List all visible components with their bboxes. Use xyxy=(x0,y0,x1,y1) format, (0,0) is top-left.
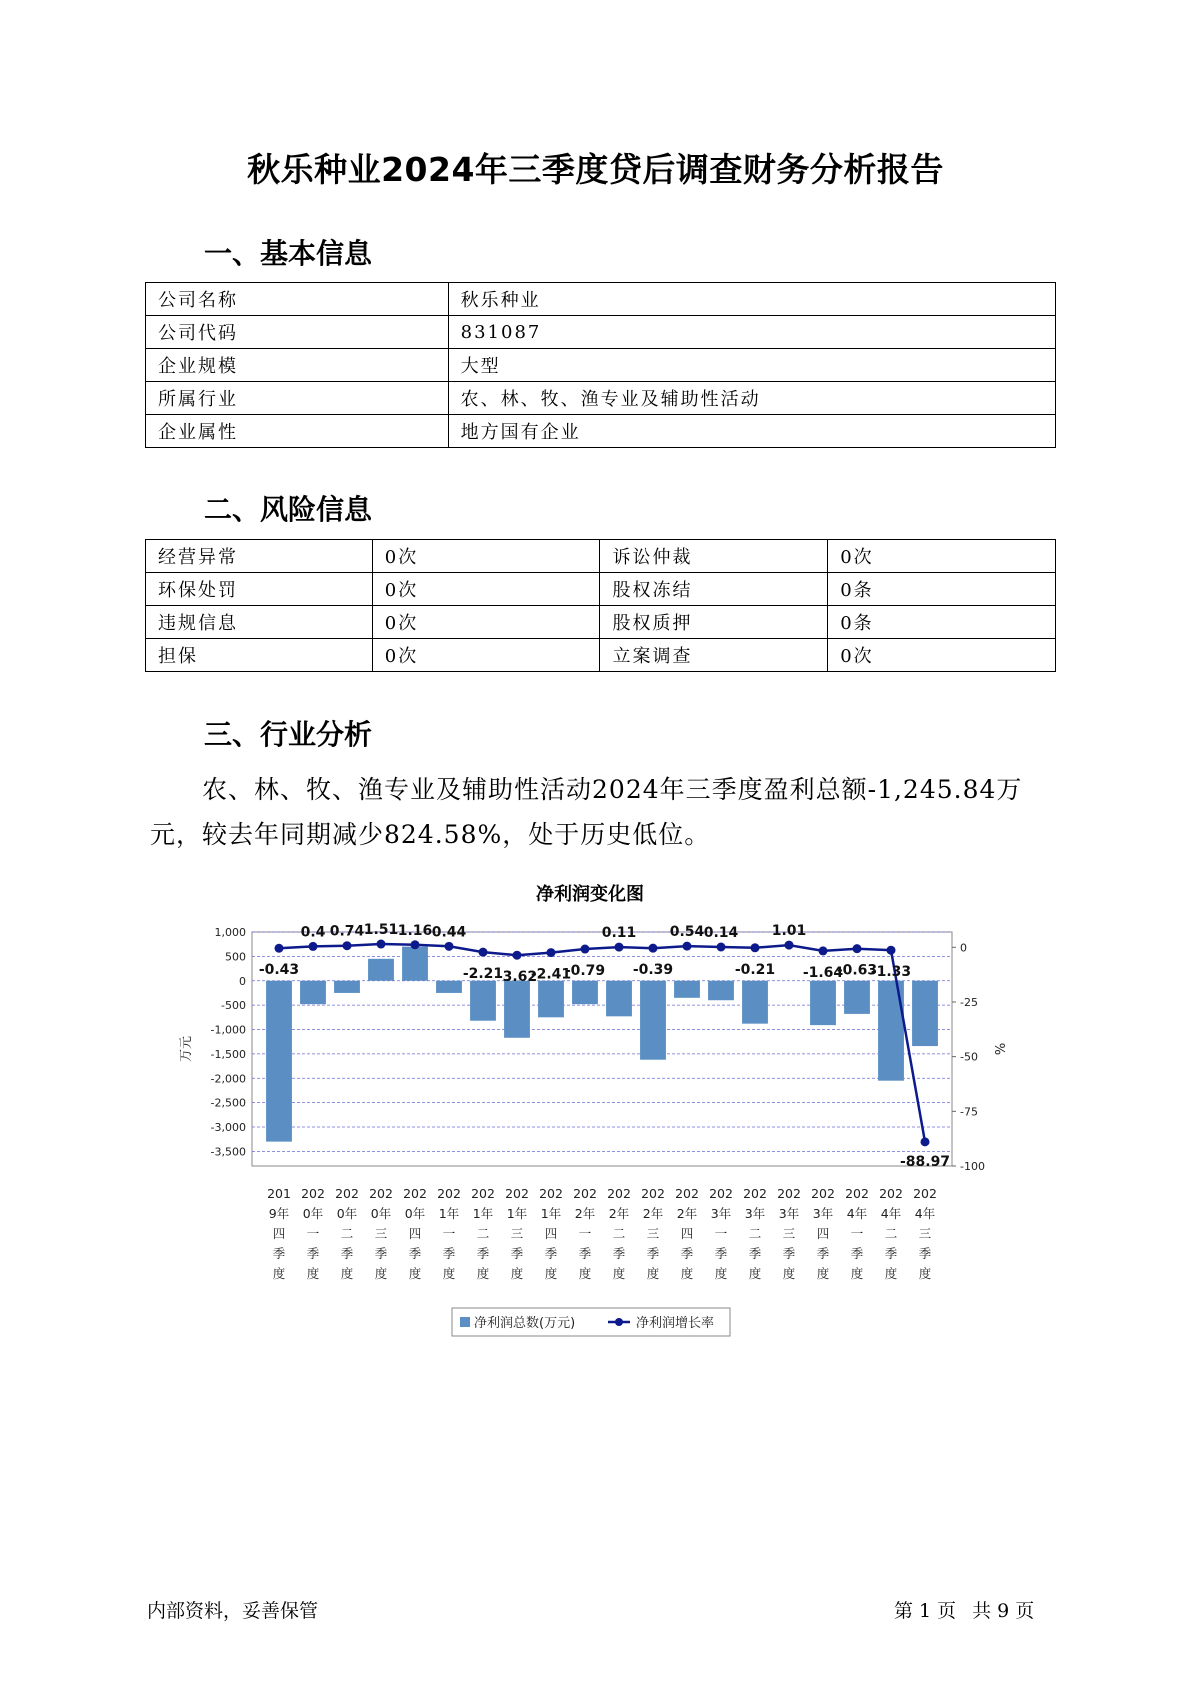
bar xyxy=(436,981,462,993)
label-cell: 立案调查 xyxy=(600,639,828,672)
x-tick-label: 1年 xyxy=(540,1206,562,1221)
x-tick-label: 季 xyxy=(442,1246,456,1261)
legend-line-marker xyxy=(615,1318,623,1326)
x-tick-label: 季 xyxy=(340,1246,354,1261)
x-tick-label: 202 xyxy=(743,1186,767,1201)
growth-rate-point xyxy=(547,948,556,957)
total-prefix: 共 xyxy=(972,1600,992,1622)
section-heading-basic-info: 一、基本信息 xyxy=(204,237,373,270)
x-tick-label: 季 xyxy=(918,1246,932,1261)
x-tick-label: 202 xyxy=(811,1186,835,1201)
x-tick-label: 季 xyxy=(510,1246,524,1261)
x-tick-label: 四 xyxy=(816,1226,830,1241)
data-label: -0.63 xyxy=(836,962,878,979)
x-tick-label: 度 xyxy=(884,1266,898,1281)
label-cell: 环保处罚 xyxy=(146,573,373,606)
value-cell: 0条 xyxy=(828,573,1056,606)
x-tick-label: 202 xyxy=(777,1186,801,1201)
x-tick-label: 季 xyxy=(578,1246,592,1261)
x-tick-label: 202 xyxy=(369,1186,393,1201)
page-prefix: 第 xyxy=(894,1600,914,1622)
y-tick-label: -2,000 xyxy=(210,1072,246,1086)
bar xyxy=(300,981,326,1004)
value-cell: 0条 xyxy=(828,606,1056,639)
x-tick-label: 二 xyxy=(884,1226,898,1241)
x-tick-label: 度 xyxy=(442,1266,456,1281)
x-tick-label: 202 xyxy=(335,1186,359,1201)
x-tick-label: 一 xyxy=(442,1226,456,1241)
data-label: 0.14 xyxy=(703,925,739,942)
label-cell: 诉讼仲裁 xyxy=(600,540,828,573)
y2-tick-label: -75 xyxy=(960,1105,978,1119)
x-tick-label: 3年 xyxy=(812,1206,834,1221)
x-tick-label: 4年 xyxy=(914,1206,936,1221)
label-cell: 公司名称 xyxy=(146,283,449,316)
table-row xyxy=(146,283,1056,316)
x-tick-label: 度 xyxy=(306,1266,320,1281)
bar xyxy=(538,981,564,1018)
x-tick-label: 202 xyxy=(505,1186,529,1201)
table-row xyxy=(146,540,1056,573)
growth-rate-point xyxy=(513,951,522,960)
growth-rate-point xyxy=(445,942,454,951)
x-tick-label: 季 xyxy=(748,1246,762,1261)
x-tick-label: 季 xyxy=(476,1246,490,1261)
value-cell: 831087 xyxy=(448,316,1055,349)
x-tick-label: 1年 xyxy=(438,1206,460,1221)
x-tick-label: 季 xyxy=(884,1246,898,1261)
industry-analysis-paragraph: 农、林、牧、渔专业及辅助性活动2024年三季度盈利总额-1,245.84万元，较去年同期减少824.58%，处于历史低位。 xyxy=(150,775,1023,849)
y-tick-label: -3,000 xyxy=(210,1121,246,1134)
chart-svg xyxy=(170,880,1010,1350)
x-tick-label: 一 xyxy=(306,1226,320,1241)
label-cell: 企业属性 xyxy=(146,415,449,448)
x-tick-label: 一 xyxy=(714,1226,728,1241)
value-cell: 0次 xyxy=(372,573,600,606)
x-tick-label: 3年 xyxy=(778,1206,800,1221)
label-cell: 违规信息 xyxy=(146,606,373,639)
x-tick-label: 度 xyxy=(850,1266,864,1281)
growth-rate-point xyxy=(377,940,386,949)
label-cell: 经营异常 xyxy=(146,540,373,573)
bar xyxy=(334,981,360,993)
label-cell: 股权质押 xyxy=(600,606,828,639)
growth-rate-point xyxy=(275,944,284,953)
footer-confidential-note: 内部资料，妥善保管 xyxy=(147,1600,319,1622)
y-tick-label: -500 xyxy=(221,999,246,1013)
x-tick-label: 四 xyxy=(408,1226,422,1241)
growth-rate-point xyxy=(479,948,488,957)
x-tick-label: 202 xyxy=(301,1186,325,1201)
label-cell: 企业规模 xyxy=(146,349,449,382)
table-row xyxy=(146,639,1056,672)
y-tick-label: 0 xyxy=(239,974,246,988)
x-tick-label: 度 xyxy=(748,1266,762,1281)
x-tick-label: 度 xyxy=(544,1266,558,1281)
page-number: 1 xyxy=(919,1600,932,1622)
x-tick-label: 季 xyxy=(714,1246,728,1261)
data-label: 0.54 xyxy=(669,924,705,941)
growth-rate-point xyxy=(309,942,318,951)
bar xyxy=(470,981,496,1021)
x-tick-label: 度 xyxy=(612,1266,626,1281)
x-tick-label: 9年 xyxy=(268,1206,290,1221)
bar xyxy=(368,959,394,981)
x-tick-label: 三 xyxy=(510,1226,524,1241)
value-cell: 秋乐种业 xyxy=(448,283,1055,316)
x-tick-label: 二 xyxy=(748,1226,762,1241)
x-tick-label: 度 xyxy=(476,1266,490,1281)
x-tick-label: 季 xyxy=(646,1246,660,1261)
y-axis-label: 万元 xyxy=(179,1035,194,1063)
bar xyxy=(606,981,632,1017)
growth-rate-point xyxy=(921,1137,930,1146)
value-cell: 0次 xyxy=(828,639,1056,672)
x-tick-label: 202 xyxy=(879,1186,903,1201)
section-heading-industry-analysis: 三、行业分析 xyxy=(204,718,373,751)
x-tick-label: 季 xyxy=(612,1246,626,1261)
x-tick-label: 0年 xyxy=(370,1206,392,1221)
table-row xyxy=(146,316,1056,349)
value-cell: 0次 xyxy=(372,606,600,639)
x-tick-label: 三 xyxy=(782,1226,796,1241)
x-tick-label: 1年 xyxy=(506,1206,528,1221)
x-tick-label: 度 xyxy=(918,1266,932,1281)
x-tick-label: 季 xyxy=(306,1246,320,1261)
bar xyxy=(912,981,938,1046)
table-row xyxy=(146,606,1056,639)
x-tick-label: 度 xyxy=(510,1266,524,1281)
data-label: -1.64 xyxy=(802,964,844,981)
total-unit: 页 xyxy=(1015,1600,1035,1622)
x-tick-label: 三 xyxy=(374,1226,388,1241)
data-label: -3.62 xyxy=(496,969,538,986)
data-label: 0.4 xyxy=(300,924,326,941)
x-tick-label: 度 xyxy=(782,1266,796,1281)
y-tick-label: -3,500 xyxy=(210,1145,246,1159)
growth-rate-point xyxy=(683,942,692,951)
x-tick-label: 季 xyxy=(272,1246,286,1261)
x-tick-label: 四 xyxy=(544,1226,558,1241)
table-row xyxy=(146,573,1056,606)
x-tick-label: 202 xyxy=(641,1186,665,1201)
data-label: 1.01 xyxy=(771,923,807,940)
total-pages: 9 xyxy=(997,1600,1010,1622)
growth-rate-point xyxy=(819,946,828,955)
growth-rate-point xyxy=(785,941,794,950)
x-tick-label: 度 xyxy=(408,1266,422,1281)
bar xyxy=(402,947,428,981)
section-heading-risk-info: 二、风险信息 xyxy=(204,493,373,526)
value-cell: 农、林、牧、渔专业及辅助性活动 xyxy=(448,382,1055,415)
x-tick-label: 4年 xyxy=(846,1206,868,1221)
x-tick-label: 202 xyxy=(403,1186,427,1201)
growth-rate-point xyxy=(581,945,590,954)
x-tick-label: 3年 xyxy=(710,1206,732,1221)
table-row xyxy=(146,415,1056,448)
x-tick-label: 2年 xyxy=(608,1206,630,1221)
y2-tick-label: -50 xyxy=(960,1050,978,1064)
y2-tick-label: -100 xyxy=(960,1160,985,1173)
x-tick-label: 三 xyxy=(918,1226,932,1241)
label-cell: 所属行业 xyxy=(146,382,449,415)
x-tick-label: 0年 xyxy=(302,1206,324,1221)
x-tick-label: 202 xyxy=(573,1186,597,1201)
chart-title: 净利润变化图 xyxy=(536,884,644,905)
growth-rate-point xyxy=(751,943,760,952)
y2-axis-label: % xyxy=(994,1042,1009,1056)
x-tick-label: 度 xyxy=(714,1266,728,1281)
x-tick-label: 季 xyxy=(408,1246,422,1261)
x-tick-label: 度 xyxy=(340,1266,354,1281)
data-label: 0.74 xyxy=(329,923,365,940)
growth-rate-point xyxy=(853,944,862,953)
x-tick-label: 二 xyxy=(612,1226,626,1241)
y2-tick-label: 0 xyxy=(960,941,967,955)
x-tick-label: 202 xyxy=(437,1186,461,1201)
x-tick-label: 季 xyxy=(850,1246,864,1261)
x-tick-label: 季 xyxy=(816,1246,830,1261)
x-tick-label: 202 xyxy=(539,1186,563,1201)
x-tick-label: 度 xyxy=(374,1266,388,1281)
label-cell: 公司代码 xyxy=(146,316,449,349)
data-label: -2.21 xyxy=(462,966,504,983)
x-tick-label: 季 xyxy=(680,1246,694,1261)
value-cell: 地方国有企业 xyxy=(448,415,1055,448)
x-tick-label: 2年 xyxy=(642,1206,664,1221)
report-title: 秋乐种业2024年三季度贷后调查财务分析报告 xyxy=(247,150,944,189)
x-tick-label: 202 xyxy=(607,1186,631,1201)
y-tick-label: -2,500 xyxy=(210,1096,246,1110)
x-tick-label: 三 xyxy=(646,1226,660,1241)
x-tick-label: 四 xyxy=(680,1226,694,1241)
x-tick-label: 度 xyxy=(578,1266,592,1281)
data-label: -0.79 xyxy=(564,963,606,980)
bar xyxy=(674,981,700,998)
y-tick-label: 500 xyxy=(225,950,246,964)
bar xyxy=(810,981,836,1025)
x-tick-label: 202 xyxy=(675,1186,699,1201)
y-tick-label: 1,000 xyxy=(214,926,246,939)
x-tick-label: 度 xyxy=(646,1266,660,1281)
x-tick-label: 2年 xyxy=(574,1206,596,1221)
x-tick-label: 4年 xyxy=(880,1206,902,1221)
risk-info-table xyxy=(145,539,1056,672)
value-cell: 大型 xyxy=(448,349,1055,382)
growth-rate-point xyxy=(717,943,726,952)
x-tick-label: 0年 xyxy=(336,1206,358,1221)
x-tick-label: 2年 xyxy=(676,1206,698,1221)
bar xyxy=(266,981,292,1142)
x-tick-label: 3年 xyxy=(744,1206,766,1221)
bar xyxy=(708,981,734,1001)
data-label: -88.97 xyxy=(899,1153,951,1170)
x-tick-label: 1年 xyxy=(472,1206,494,1221)
value-cell: 0次 xyxy=(372,540,600,573)
value-cell: 0次 xyxy=(372,639,600,672)
legend-label: 净利润增长率 xyxy=(636,1316,715,1331)
growth-rate-point xyxy=(343,941,352,950)
growth-rate-point xyxy=(615,943,624,952)
bar xyxy=(742,981,768,1024)
label-cell: 股权冻结 xyxy=(600,573,828,606)
data-label: -1.33 xyxy=(870,964,912,981)
legend-label: 净利润总数(万元) xyxy=(474,1316,576,1331)
data-label: 1.16 xyxy=(397,922,433,939)
x-tick-label: 季 xyxy=(374,1246,388,1261)
growth-rate-point xyxy=(649,944,658,953)
table-row xyxy=(146,349,1056,382)
x-tick-label: 202 xyxy=(845,1186,869,1201)
label-cell: 担保 xyxy=(146,639,373,672)
x-tick-label: 度 xyxy=(680,1266,694,1281)
y-tick-label: -1,000 xyxy=(210,1023,246,1037)
page-unit: 页 xyxy=(937,1600,957,1622)
data-label: 1.51 xyxy=(363,922,399,939)
growth-rate-point xyxy=(887,946,896,955)
data-label: -2.41 xyxy=(530,966,572,983)
bar xyxy=(844,981,870,1014)
x-tick-label: 一 xyxy=(850,1226,864,1241)
bar xyxy=(572,981,598,1004)
data-label: -0.43 xyxy=(258,962,300,979)
x-tick-label: 201 xyxy=(267,1186,291,1201)
x-tick-label: 度 xyxy=(272,1266,286,1281)
x-tick-label: 季 xyxy=(782,1246,796,1261)
footer-page-info xyxy=(894,1596,1040,1623)
table-row xyxy=(146,382,1056,415)
growth-rate-point xyxy=(411,940,420,949)
legend-bar-swatch xyxy=(460,1317,470,1327)
x-tick-label: 202 xyxy=(471,1186,495,1201)
x-tick-label: 0年 xyxy=(404,1206,426,1221)
data-label: 0.44 xyxy=(431,924,467,941)
x-tick-label: 202 xyxy=(709,1186,733,1201)
data-label: 0.11 xyxy=(601,925,637,942)
bar xyxy=(504,981,530,1038)
x-tick-label: 度 xyxy=(816,1266,830,1281)
net-profit-chart xyxy=(170,880,1010,1350)
x-tick-label: 二 xyxy=(476,1226,490,1241)
x-tick-label: 202 xyxy=(913,1186,937,1201)
x-tick-label: 一 xyxy=(578,1226,592,1241)
x-tick-label: 二 xyxy=(340,1226,354,1241)
value-cell: 0次 xyxy=(828,540,1056,573)
y2-tick-label: -25 xyxy=(960,995,978,1009)
data-label: -0.21 xyxy=(734,961,776,978)
basic-info-table xyxy=(145,282,1056,448)
bar xyxy=(640,981,666,1060)
y-tick-label: -1,500 xyxy=(210,1047,246,1061)
x-tick-label: 四 xyxy=(272,1226,286,1241)
data-label: -0.39 xyxy=(632,962,674,979)
x-tick-label: 季 xyxy=(544,1246,558,1261)
